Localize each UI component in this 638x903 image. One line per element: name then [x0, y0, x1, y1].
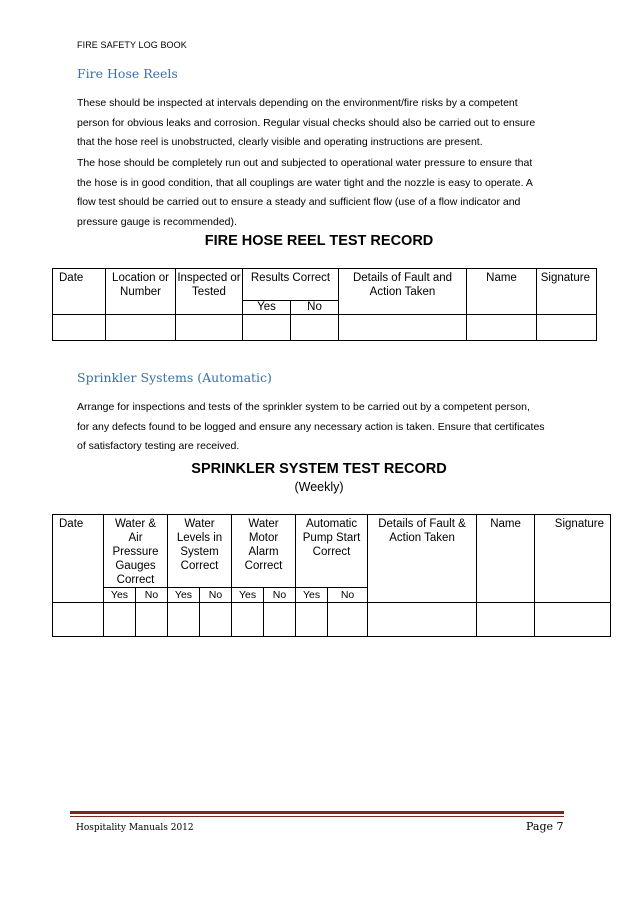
col-header-no: No: [328, 588, 368, 603]
table-cell[interactable]: [477, 603, 535, 637]
text-line: flow test should be carried out to ensure a steady and sufficient flow (use of a flow indicator and: [77, 196, 521, 208]
section-heading-hose-reels: Fire Hose Reels: [77, 66, 178, 81]
table-cell[interactable]: [200, 603, 232, 637]
hose-paragraph-1: [77, 94, 567, 153]
col-header-yes: Yes: [168, 588, 200, 603]
text-line: These should be inspected at intervals depending on the environment/fire risks by a competent: [77, 97, 518, 109]
footer-left-text: Hospitality Manuals 2012: [76, 823, 194, 833]
table-cell[interactable]: [296, 603, 328, 637]
table-cell[interactable]: [104, 603, 136, 637]
text-line: the hose is in good condition, that all couplings are water tight and the nozzle is easy to operate. A: [77, 176, 533, 189]
col-header-pump: Automatic Pump Start Correct: [296, 515, 368, 588]
table-cell[interactable]: [264, 603, 296, 637]
col-header-results: Results Correct: [243, 269, 339, 301]
col-header-yes: Yes: [296, 588, 328, 603]
running-header: FIRE SAFETY LOG BOOK: [77, 40, 187, 50]
table-cell[interactable]: [232, 603, 264, 637]
col-header-details: Details of Fault and Action Taken: [339, 269, 467, 315]
table-cell[interactable]: [467, 315, 537, 341]
col-header-water-motor: Water Motor Alarm Correct: [232, 515, 296, 588]
col-header-date: Date: [53, 269, 106, 315]
hose-reel-test-table: [52, 268, 597, 341]
col-header-name: Name: [467, 269, 537, 315]
text-line: person for obvious leaks and corrosion. Regular visual checks should also be carried out to ensure: [77, 116, 536, 129]
col-header-date: Date: [53, 515, 104, 603]
table-cell[interactable]: [53, 603, 104, 637]
col-header-no: No: [291, 301, 339, 315]
col-header-location: Location or Number: [106, 269, 176, 315]
table-cell[interactable]: [106, 315, 176, 341]
table-row: [53, 603, 611, 637]
table-cell[interactable]: [243, 315, 291, 341]
col-header-yes: Yes: [243, 301, 291, 315]
col-header-details: Details of Fault & Action Taken: [368, 515, 477, 603]
table-cell[interactable]: [535, 603, 611, 637]
col-header-no: No: [136, 588, 168, 603]
text-line: pressure gauge is recommended).: [77, 215, 237, 228]
col-header-water-air: Water & Air Pressure Gauges Correct: [104, 515, 168, 588]
table-cell[interactable]: [291, 315, 339, 341]
table-row: [53, 315, 597, 341]
text-line: Arrange for inspections and tests of the sprinkler system to be carried out by a competent person,: [77, 401, 530, 413]
page-number: Page 7: [526, 820, 564, 833]
section-heading-sprinkler: Sprinkler Systems (Automatic): [77, 370, 272, 385]
sprinkler-paragraph: [77, 398, 567, 457]
col-header-yes: Yes: [232, 588, 264, 603]
col-header-name: Name: [477, 515, 535, 603]
table-cell[interactable]: [328, 603, 368, 637]
table-cell[interactable]: [168, 603, 200, 637]
text-line: for any defects found to be logged and ensure any necessary action is taken. Ensure that certificates: [77, 420, 545, 433]
table-cell[interactable]: [537, 315, 597, 341]
sprinkler-table-subtitle: (Weekly): [294, 480, 344, 494]
col-header-water-levels: Water Levels in System Correct: [168, 515, 232, 588]
table-cell[interactable]: [339, 315, 467, 341]
col-header-yes: Yes: [104, 588, 136, 603]
hose-paragraph-2: [77, 154, 567, 232]
text-line: The hose should be completely run out and subjected to operational water pressure to ensure that: [77, 157, 533, 169]
footer-rule-thin: [70, 816, 564, 817]
text-line: that the hose reel is unobstructed, clearly visible and operating instructions are present.: [77, 136, 483, 148]
table-cell[interactable]: [53, 315, 106, 341]
sprinkler-table-title: SPRINKLER SYSTEM TEST RECORD: [191, 461, 447, 477]
table-cell[interactable]: [136, 603, 168, 637]
col-header-no: No: [200, 588, 232, 603]
col-header-no: No: [264, 588, 296, 603]
sprinkler-test-table: [52, 514, 611, 637]
hose-table-title: FIRE HOSE REEL TEST RECORD: [204, 233, 434, 249]
table-cell[interactable]: [176, 315, 243, 341]
table-cell[interactable]: [368, 603, 477, 637]
col-header-signature: Signature: [535, 515, 611, 603]
col-header-inspected: Inspected or Tested: [176, 269, 243, 315]
col-header-signature: Signature: [537, 269, 597, 315]
text-line: of satisfactory testing are received.: [77, 440, 240, 452]
footer-rule-thick: [70, 811, 564, 814]
